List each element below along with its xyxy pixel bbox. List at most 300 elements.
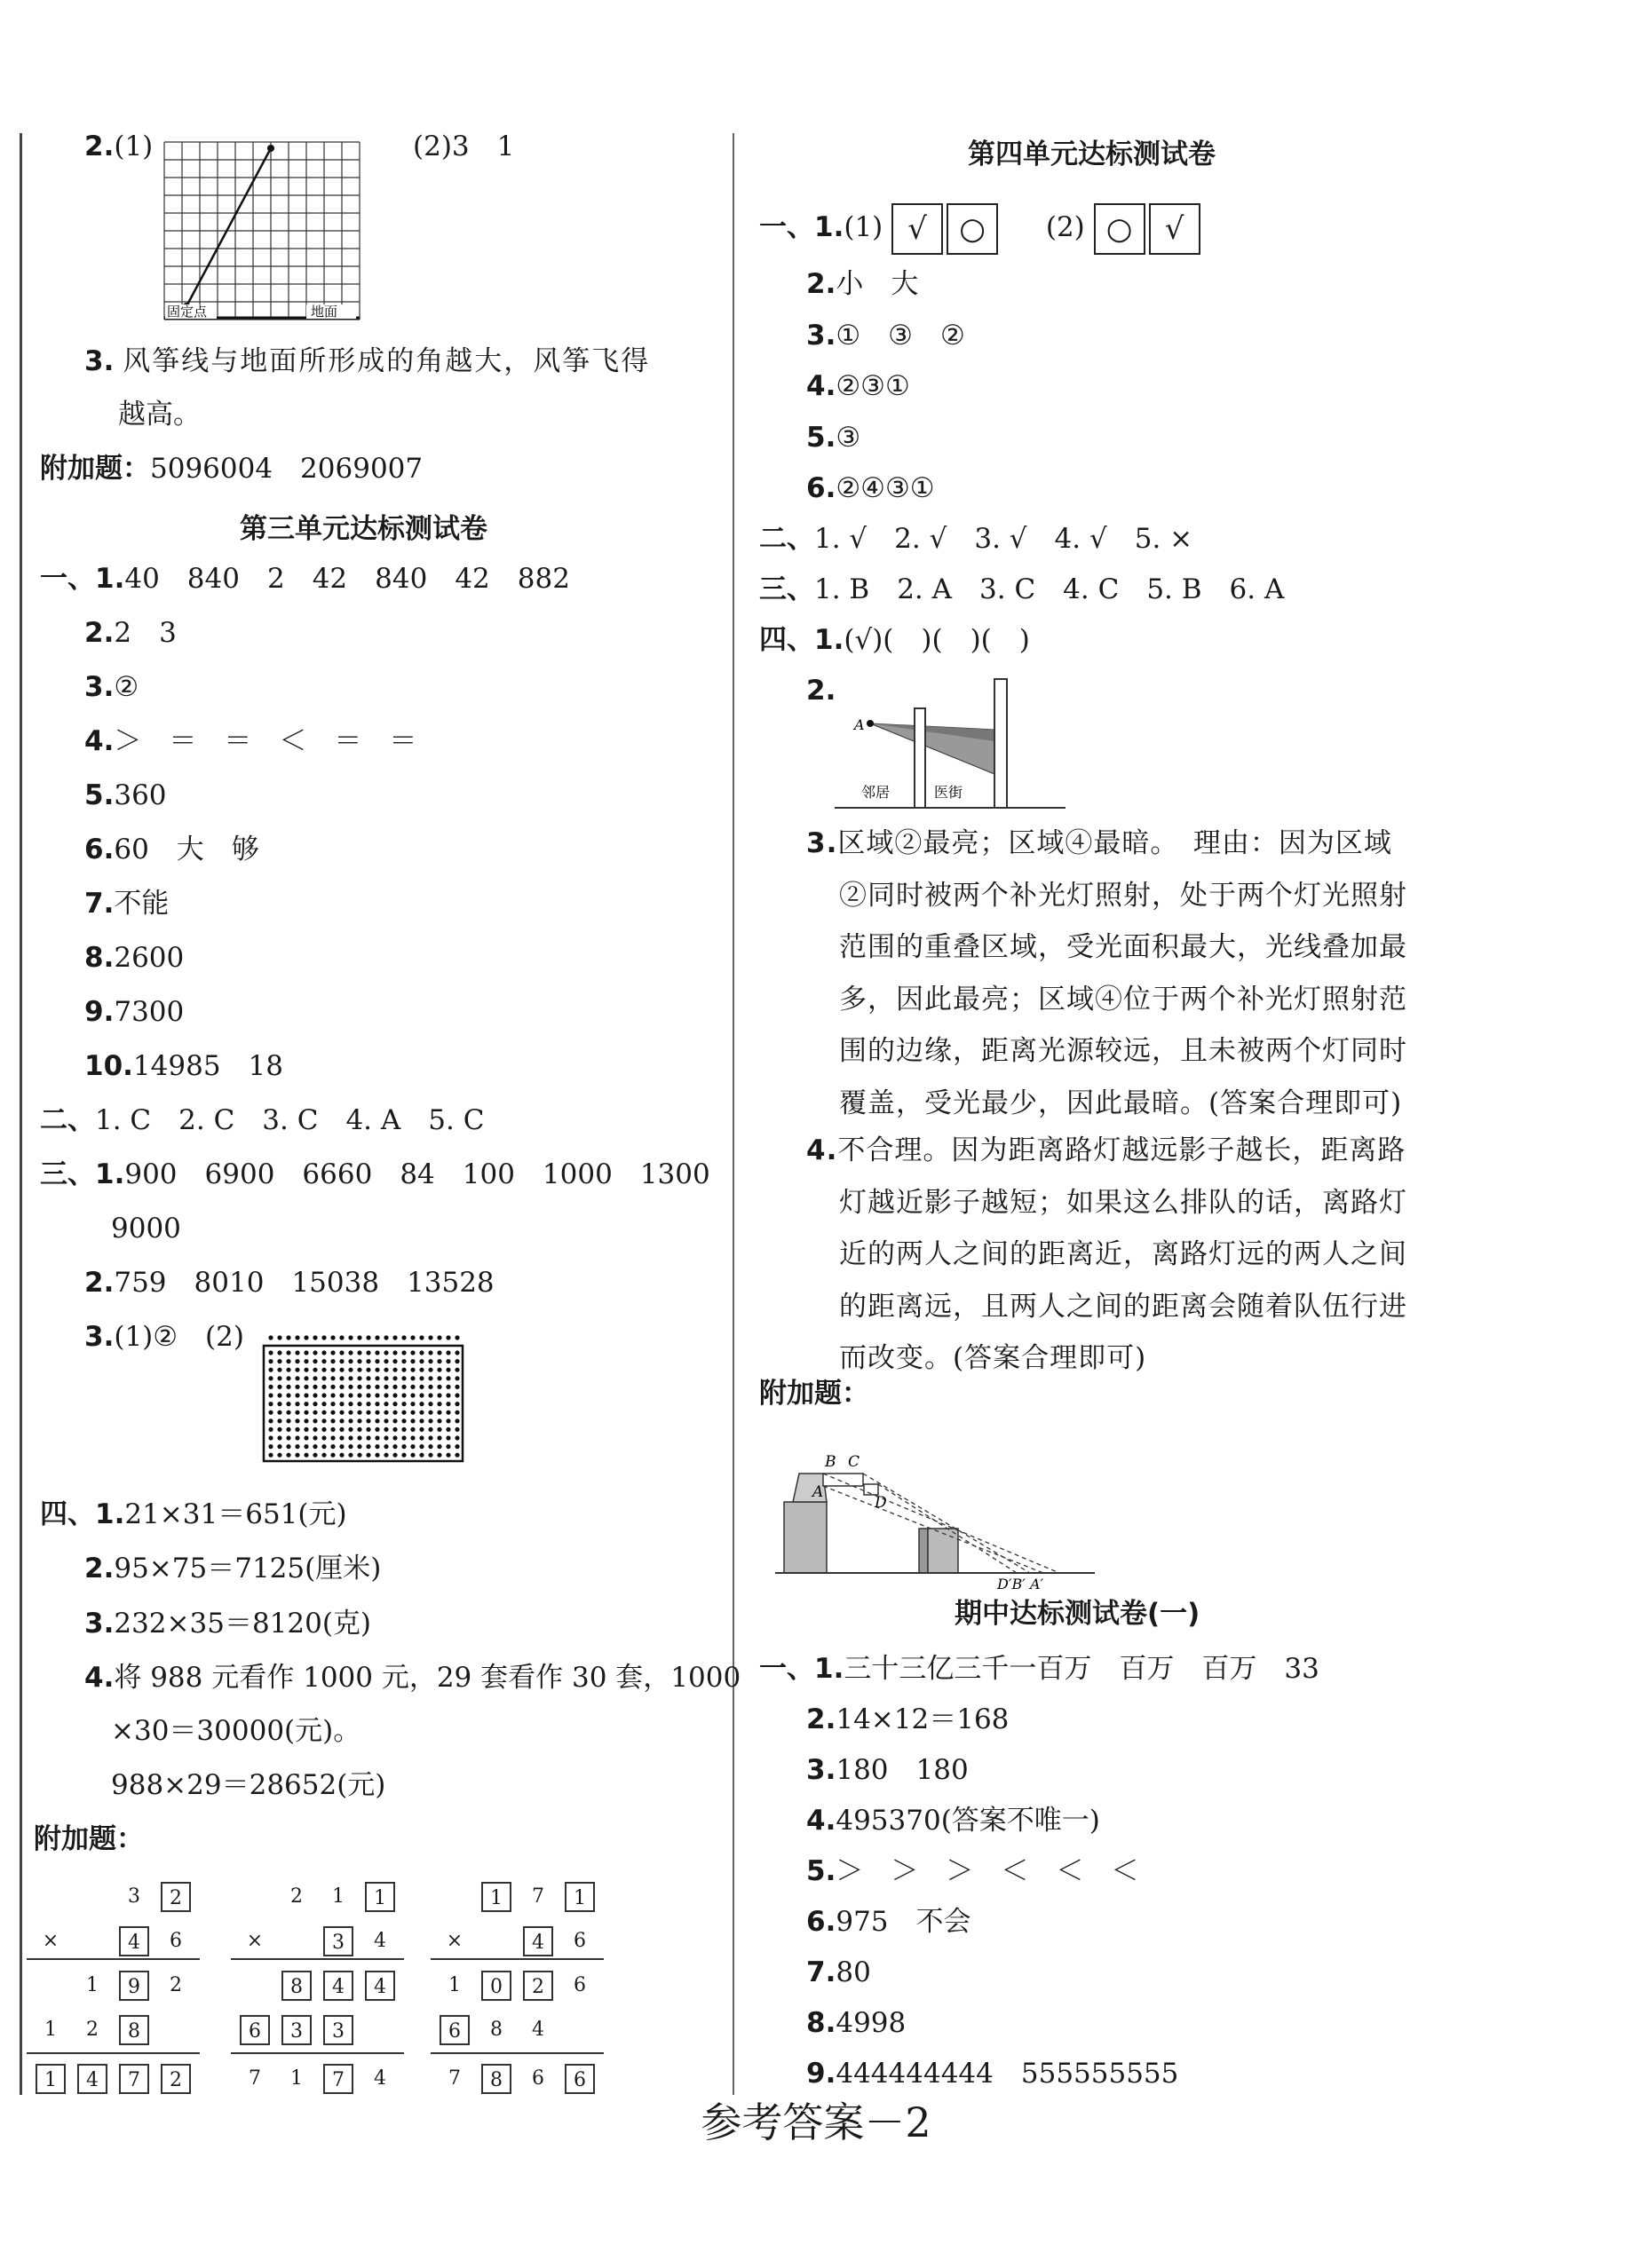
- array-dot: [330, 1418, 335, 1423]
- array-dot: [375, 1393, 379, 1397]
- array-dot: [384, 1376, 388, 1380]
- array-dot: [295, 1359, 299, 1363]
- array-dot: [277, 1376, 281, 1380]
- digit: 2: [170, 1974, 182, 1996]
- array-dot: [304, 1393, 308, 1397]
- array-dot: [446, 1444, 450, 1449]
- array-dot: [295, 1393, 299, 1397]
- unit4-title: 第四单元达标测试卷: [968, 138, 1216, 170]
- array-dot: [446, 1411, 450, 1415]
- digit: 4: [532, 2019, 544, 2041]
- answer-text: 495370(答案不唯一): [836, 1805, 1100, 1837]
- array-dot: [401, 1385, 406, 1389]
- array-dot: [313, 1402, 317, 1406]
- array-dot: [437, 1402, 441, 1406]
- answer-line: [806, 1133, 1406, 1168]
- array-dot: [286, 1393, 290, 1397]
- array-dot: [330, 1444, 335, 1449]
- part-number: 二、: [40, 1104, 95, 1136]
- array-dot: [375, 1359, 379, 1363]
- answer-box: √: [1149, 203, 1200, 255]
- array-dot: [286, 1385, 290, 1389]
- array-dot: [392, 1427, 397, 1432]
- array-dot: [384, 1385, 388, 1389]
- answer-text: ②: [114, 671, 139, 703]
- array-dot: [428, 1427, 432, 1432]
- array-dot: [339, 1385, 344, 1389]
- digit-box: 2: [523, 1971, 553, 2001]
- answer-line: [806, 1955, 871, 1990]
- array-dot: [410, 1402, 415, 1406]
- part-number: 三、1.: [40, 1158, 125, 1190]
- array-dot: [348, 1444, 353, 1449]
- array-dot: [392, 1453, 397, 1458]
- array-dot: [268, 1368, 273, 1372]
- array-dot: [375, 1402, 379, 1406]
- array-dot: [392, 1335, 397, 1339]
- array-dot: [330, 1350, 335, 1355]
- array-dot: [339, 1359, 344, 1363]
- answer-text: ×30＝30000(元)。: [111, 1715, 361, 1747]
- array-dot: [455, 1376, 459, 1380]
- digit: 1: [332, 1885, 345, 1908]
- digit: ×: [42, 1930, 59, 1952]
- array-dot: [419, 1368, 424, 1372]
- answer-text: 三十三亿三千一百万 百万 百万 33: [844, 1653, 1319, 1685]
- array-dot: [286, 1418, 290, 1423]
- array-dot: [348, 1376, 353, 1380]
- array-dot: [401, 1350, 406, 1355]
- array-dot: [446, 1385, 450, 1389]
- q-number: 2.: [806, 675, 836, 707]
- array-dot: [375, 1427, 379, 1432]
- answer-text: ③: [836, 421, 861, 454]
- array-dot: [286, 1350, 290, 1355]
- digit-box: 4: [77, 2064, 107, 2094]
- q-number: 2.: [806, 268, 836, 300]
- digit-box: 4: [323, 1971, 353, 2001]
- array-dot: [366, 1411, 370, 1415]
- array-dot: [304, 1418, 308, 1423]
- array-dot: [277, 1393, 281, 1397]
- digit: 1: [86, 1974, 99, 1996]
- array-dot: [437, 1411, 441, 1415]
- q-number: 9.: [84, 996, 115, 1028]
- q-number: 3.: [84, 671, 115, 703]
- array-dot: [437, 1368, 441, 1372]
- array-dot: [304, 1411, 308, 1415]
- array-dot: [410, 1385, 415, 1389]
- array-dot: [277, 1402, 281, 1406]
- array-dot: [348, 1411, 353, 1415]
- sum-rule: [231, 1958, 404, 1960]
- answer-line: [806, 318, 965, 353]
- array-dot: [339, 1376, 344, 1380]
- array-dot: [339, 1444, 344, 1449]
- array-dot: [437, 1376, 441, 1380]
- array-dot: [392, 1359, 397, 1363]
- array-dot: [286, 1335, 290, 1339]
- q-number: 8.: [84, 942, 115, 974]
- projected-points-label: D′B′ A′: [997, 1576, 1044, 1589]
- answer-text: 不合理。因为距离路灯越远影子越长，距离路: [837, 1134, 1406, 1166]
- sum-rule: [431, 2052, 604, 2054]
- array-dot: [268, 1350, 273, 1355]
- array-dot: [277, 1385, 281, 1389]
- digit-box: 2: [161, 2064, 191, 2094]
- answer-text: ＞ ＞ ＞ ＜ ＜ ＜: [836, 1855, 1139, 1887]
- array-dot: [401, 1402, 406, 1406]
- array-dot: [366, 1453, 370, 1458]
- answer-line: [806, 420, 860, 455]
- array-dot: [437, 1350, 441, 1355]
- array-dot: [455, 1402, 459, 1406]
- q-number: 2.: [84, 1267, 115, 1299]
- array-dot: [304, 1444, 308, 1449]
- array-dot: [330, 1435, 335, 1440]
- answer-line: [839, 878, 1407, 913]
- answer-text: ＞ ＝ ＝ ＜ ＝ ＝: [114, 725, 417, 757]
- array-dot: [357, 1385, 361, 1389]
- digit: 1: [44, 2019, 57, 2041]
- array-dot: [304, 1385, 308, 1389]
- q-number: 10.: [84, 1050, 133, 1082]
- answer-text: 975 不会: [836, 1906, 971, 1938]
- array-dot: [313, 1385, 317, 1389]
- digit-box: 6: [565, 2064, 595, 2094]
- part-number: 四、1.: [759, 624, 844, 656]
- array-dot: [357, 1368, 361, 1372]
- digit-box: 4: [365, 1971, 395, 2001]
- array-dot: [419, 1393, 424, 1397]
- array-dot: [446, 1359, 450, 1363]
- q-number: 3.: [806, 319, 836, 352]
- digit-box: 6: [240, 2015, 270, 2045]
- dot-array-figure: [262, 1333, 466, 1466]
- array-dot: [366, 1376, 370, 1380]
- answer-line: [84, 669, 139, 705]
- array-dot: [357, 1411, 361, 1415]
- answer-text: ②同时被两个补光灯照射，处于两个灯光照射: [839, 879, 1407, 912]
- array-dot: [428, 1368, 432, 1372]
- array-dot: [321, 1444, 326, 1449]
- array-dot: [295, 1427, 299, 1432]
- q-number: 6.: [84, 834, 115, 865]
- answer-text: 围的边缘，距离光源较远，且未被两个灯同时: [839, 1035, 1407, 1067]
- array-dot: [321, 1335, 326, 1339]
- array-dot: [357, 1453, 361, 1458]
- q-number: 9.: [806, 2058, 836, 2090]
- answer-text: 7300: [114, 996, 185, 1028]
- array-dot: [286, 1411, 290, 1415]
- q-number: 一、1.: [759, 211, 844, 243]
- answer-text: 1. √ 2. √ 3. √ 4. √ 5. ×: [814, 523, 1193, 555]
- answer-text: (√)( )( )( ): [844, 624, 1030, 656]
- array-dot: [313, 1418, 317, 1423]
- answer-line: [806, 1702, 1009, 1737]
- array-dot: [446, 1393, 450, 1397]
- array-dot: [401, 1368, 406, 1372]
- array-dot: [437, 1427, 441, 1432]
- part-number: 二、: [759, 523, 814, 555]
- array-dot: [268, 1444, 273, 1449]
- answer-line: [839, 1289, 1407, 1324]
- array-dot: [410, 1411, 415, 1415]
- array-dot: [410, 1427, 415, 1432]
- q-number: 3.: [84, 1321, 115, 1353]
- array-dot: [348, 1418, 353, 1423]
- array-dot: [348, 1385, 353, 1389]
- array-dot: [277, 1411, 281, 1415]
- array-dot: [419, 1359, 424, 1363]
- digit: 4: [374, 2067, 386, 2090]
- answer-text: 2600: [114, 942, 185, 974]
- answer-text: ②③①: [836, 370, 910, 402]
- array-dot: [384, 1393, 388, 1397]
- array-dot: [384, 1350, 388, 1355]
- q-number: 2.: [84, 617, 115, 649]
- array-dot: [375, 1418, 379, 1423]
- array-dot: [286, 1359, 290, 1363]
- array-dot: [375, 1335, 379, 1339]
- array-dot: [295, 1453, 299, 1458]
- point-a-label: A: [854, 716, 865, 733]
- array-dot: [375, 1444, 379, 1449]
- array-dot: [455, 1335, 459, 1339]
- array-dot: [286, 1453, 290, 1458]
- answer-line: [806, 470, 935, 506]
- array-dot: [339, 1402, 344, 1406]
- array-dot: [268, 1385, 273, 1389]
- array-dot: [357, 1444, 361, 1449]
- digit: ×: [246, 1930, 264, 1952]
- array-dot: [286, 1368, 290, 1372]
- answer-text: 将 988 元看作 1000 元，29 套看作 30 套，1000: [114, 1661, 741, 1694]
- array-dot: [455, 1411, 459, 1415]
- array-dot: [339, 1435, 344, 1440]
- array-dot: [268, 1335, 273, 1339]
- array-dot: [375, 1376, 379, 1380]
- answer-text: 1. C 2. C 3. C 4. A 5. C: [95, 1104, 485, 1136]
- answer-text: 风筝线与地面所形成的角越大，风筝飞得: [123, 345, 651, 377]
- array-dot: [286, 1376, 290, 1380]
- array-dot: [330, 1393, 335, 1397]
- array-dot: [348, 1427, 353, 1432]
- answer-line: [84, 886, 169, 921]
- array-dot: [419, 1335, 424, 1339]
- q-number: 6.: [806, 472, 836, 504]
- array-dot: [304, 1368, 308, 1372]
- array-dot: [313, 1427, 317, 1432]
- answer-line: [84, 1606, 371, 1641]
- q-number: 4.: [84, 1661, 115, 1694]
- answer-line: [84, 1551, 381, 1586]
- array-dot: [375, 1385, 379, 1389]
- digit-box: 3: [323, 2015, 353, 2045]
- digit: 6: [532, 2067, 544, 2090]
- array-dot: [401, 1411, 406, 1415]
- answer-line: [84, 940, 184, 976]
- digit-box: 7: [323, 2064, 353, 2094]
- array-dot: [321, 1393, 326, 1397]
- array-dot: [295, 1368, 299, 1372]
- q-number: 5.: [84, 779, 115, 811]
- array-dot: [366, 1402, 370, 1406]
- array-dot: [304, 1350, 308, 1355]
- answer-text: 232×35＝8120(克): [114, 1607, 372, 1640]
- array-dot: [321, 1453, 326, 1458]
- answer-line: [806, 1803, 1100, 1838]
- answer-line: [806, 1752, 969, 1788]
- streetlight-shadow-figure: [835, 675, 1074, 812]
- array-dot: [277, 1453, 281, 1458]
- array-dot: [357, 1402, 361, 1406]
- digit: 2: [290, 1885, 303, 1908]
- array-dot: [375, 1435, 379, 1440]
- array-dot: [410, 1444, 415, 1449]
- array-dot: [366, 1385, 370, 1389]
- digit: 1: [448, 1974, 461, 1996]
- array-dot: [446, 1368, 450, 1372]
- digit: 2: [86, 2019, 99, 2041]
- array-dot: [375, 1411, 379, 1415]
- answer-text: 4998: [836, 2007, 907, 2039]
- neighbor-label: 邻居: [861, 784, 891, 801]
- array-dot: [428, 1385, 432, 1389]
- array-dot: [401, 1359, 406, 1363]
- array-dot: [366, 1359, 370, 1363]
- array-dot: [357, 1359, 361, 1363]
- array-dot: [437, 1393, 441, 1397]
- array-dot: [428, 1393, 432, 1397]
- array-dot: [277, 1350, 281, 1355]
- answer-text: 40 840 2 42 840 42 882: [124, 563, 570, 595]
- array-dot: [375, 1453, 379, 1458]
- digit-box: 8: [119, 2015, 149, 2045]
- array-dot: [401, 1376, 406, 1380]
- answer-text: 灯越近影子越短；如果这么排队的话，离路灯: [839, 1186, 1407, 1219]
- q-number: 3.: [806, 1754, 836, 1786]
- array-dot: [295, 1411, 299, 1415]
- answer-line: [806, 266, 918, 302]
- array-dot: [419, 1385, 424, 1389]
- answer-text: 小 大: [836, 268, 919, 300]
- array-dot: [428, 1411, 432, 1415]
- q-number: 3.: [806, 827, 838, 859]
- array-dot: [348, 1350, 353, 1355]
- digit-box: 4: [119, 1926, 149, 1956]
- array-dot: [419, 1418, 424, 1423]
- array-dot: [392, 1376, 397, 1380]
- array-dot: [357, 1350, 361, 1355]
- array-dot: [366, 1427, 370, 1432]
- q-number: 6.: [806, 1906, 836, 1938]
- array-dot: [268, 1402, 273, 1406]
- array-dot: [428, 1376, 432, 1380]
- array-dot: [321, 1427, 326, 1432]
- digit-box: 1: [565, 1882, 595, 1912]
- digit: ×: [446, 1930, 463, 1952]
- q-number: 四、1.: [40, 1498, 125, 1530]
- array-dot: [366, 1350, 370, 1355]
- array-dot: [357, 1393, 361, 1397]
- q-number: 5.: [806, 1855, 836, 1887]
- array-dot: [384, 1427, 388, 1432]
- answer-line: [806, 368, 910, 404]
- array-dot: [437, 1385, 441, 1389]
- array-dot: [446, 1335, 450, 1339]
- part-label: (1): [844, 211, 883, 243]
- digit-box: 3: [281, 2015, 312, 2045]
- array-dot: [455, 1418, 459, 1423]
- array-dot: [410, 1350, 415, 1355]
- bonus-heading: 附加题：: [759, 1378, 869, 1410]
- array-dot: [401, 1444, 406, 1449]
- array-dot: [375, 1368, 379, 1372]
- answer-line: [806, 1904, 971, 1940]
- street-label: 医街: [934, 784, 963, 801]
- array-dot: [339, 1393, 344, 1397]
- array-dot: [330, 1453, 335, 1458]
- answer-text: 95×75＝7125(厘米): [114, 1553, 382, 1585]
- array-dot: [410, 1453, 415, 1458]
- column-divider: [733, 133, 734, 2095]
- array-dot: [366, 1335, 370, 1339]
- array-dot: [410, 1393, 415, 1397]
- array-dot: [446, 1376, 450, 1380]
- answer-text: 5096004 2069007: [150, 453, 424, 485]
- shadow-projection-figure: [759, 1429, 1097, 1589]
- q-number: 3.: [84, 1607, 115, 1640]
- digit-box: 1: [365, 1882, 395, 1912]
- digit: 4: [374, 1930, 386, 1952]
- answer-line: [40, 561, 570, 597]
- array-dot: [410, 1418, 415, 1423]
- array-dot: [339, 1453, 344, 1458]
- array-dot: [277, 1335, 281, 1339]
- answer-text: 越高。: [118, 399, 201, 431]
- q-number: 5.: [806, 421, 836, 454]
- array-dot: [330, 1385, 335, 1389]
- answer-text: 近的两人之间的距离近，离路灯远的两人之间: [839, 1238, 1407, 1270]
- digit: 7: [532, 1885, 544, 1908]
- array-dot: [295, 1418, 299, 1423]
- q-number: 2.: [806, 1703, 836, 1735]
- array-dot: [428, 1435, 432, 1440]
- answer-text: ②④③①: [836, 472, 935, 504]
- array-dot: [392, 1411, 397, 1415]
- array-dot: [304, 1435, 308, 1440]
- array-dot: [321, 1411, 326, 1415]
- answer-text: 21×31＝651(元): [124, 1498, 347, 1530]
- array-dot: [446, 1350, 450, 1355]
- array-dot: [410, 1368, 415, 1372]
- part-answer: (2)3 1: [413, 130, 515, 162]
- array-dot: [304, 1453, 308, 1458]
- array-dot: [419, 1402, 424, 1406]
- ground-label: 地面: [311, 304, 338, 320]
- array-dot: [330, 1376, 335, 1380]
- answer-line: [839, 982, 1407, 1017]
- array-dot: [366, 1435, 370, 1440]
- page-footer: 参考答案－2: [701, 2098, 931, 2146]
- array-dot: [339, 1427, 344, 1432]
- q-number: 2.: [84, 1553, 115, 1585]
- sum-rule: [27, 2052, 200, 2054]
- answer-text: 不能: [114, 888, 170, 920]
- bonus-heading: 附加题：: [40, 453, 150, 485]
- digit-box: 0: [481, 1971, 511, 2001]
